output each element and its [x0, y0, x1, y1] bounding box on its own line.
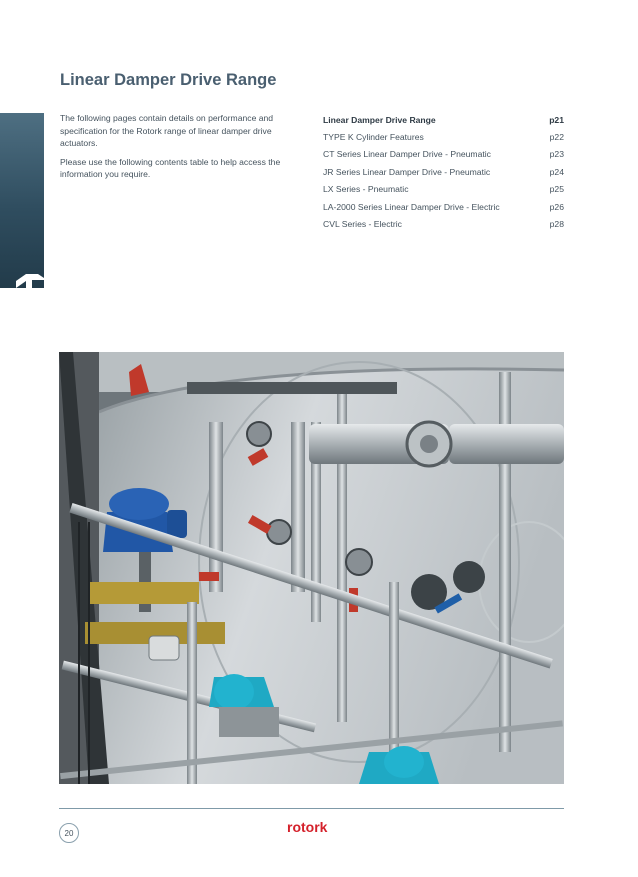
toc-title: Linear Damper Drive Range: [323, 114, 436, 125]
section-arrow-icon: [16, 272, 44, 288]
page-title: Linear Damper Drive Range: [60, 71, 277, 89]
toc-page: p26: [549, 201, 564, 212]
toc-title: CVL Series - Electric: [323, 219, 402, 230]
toc-title: CT Series Linear Damper Drive - Pneumatic: [323, 149, 491, 160]
toc-page: p25: [549, 184, 564, 195]
toc-title: LX Series - Pneumatic: [323, 184, 409, 195]
toc-row[interactable]: [323, 181, 564, 198]
toc-row[interactable]: [323, 198, 564, 215]
toc-page: p24: [549, 166, 564, 177]
toc-row[interactable]: [323, 128, 564, 145]
rotork-logo-text: rotork: [287, 819, 328, 835]
toc-row[interactable]: [323, 146, 564, 163]
toc-title: JR Series Linear Damper Drive - Pneumatic: [323, 166, 491, 177]
toc-title: LA-2000 Series Linear Damper Drive - Electric: [323, 201, 500, 212]
rotork-logo: [287, 819, 343, 835]
toc-page: p23: [549, 149, 564, 160]
footer-rule: [59, 808, 564, 809]
section-side-tab: [0, 113, 44, 288]
intro-text: [60, 112, 290, 187]
equipment-photo: [59, 352, 564, 784]
toc-row[interactable]: [323, 111, 564, 128]
intro-paragraph: The following pages contain details on performance and specification for the Rotork range of linear damper drive actuators.: [60, 113, 274, 149]
toc-page: p21: [549, 114, 564, 125]
toc-row[interactable]: [323, 163, 564, 180]
toc-page: p22: [549, 132, 564, 143]
contents-table: [323, 111, 564, 233]
toc-row[interactable]: [323, 215, 564, 232]
toc-title: TYPE K Cylinder Features: [323, 132, 424, 143]
toc-page: p28: [549, 219, 564, 230]
intro-paragraph: Please use the following contents table to help access the information you require.: [60, 156, 281, 180]
page-number: 20: [59, 823, 79, 843]
